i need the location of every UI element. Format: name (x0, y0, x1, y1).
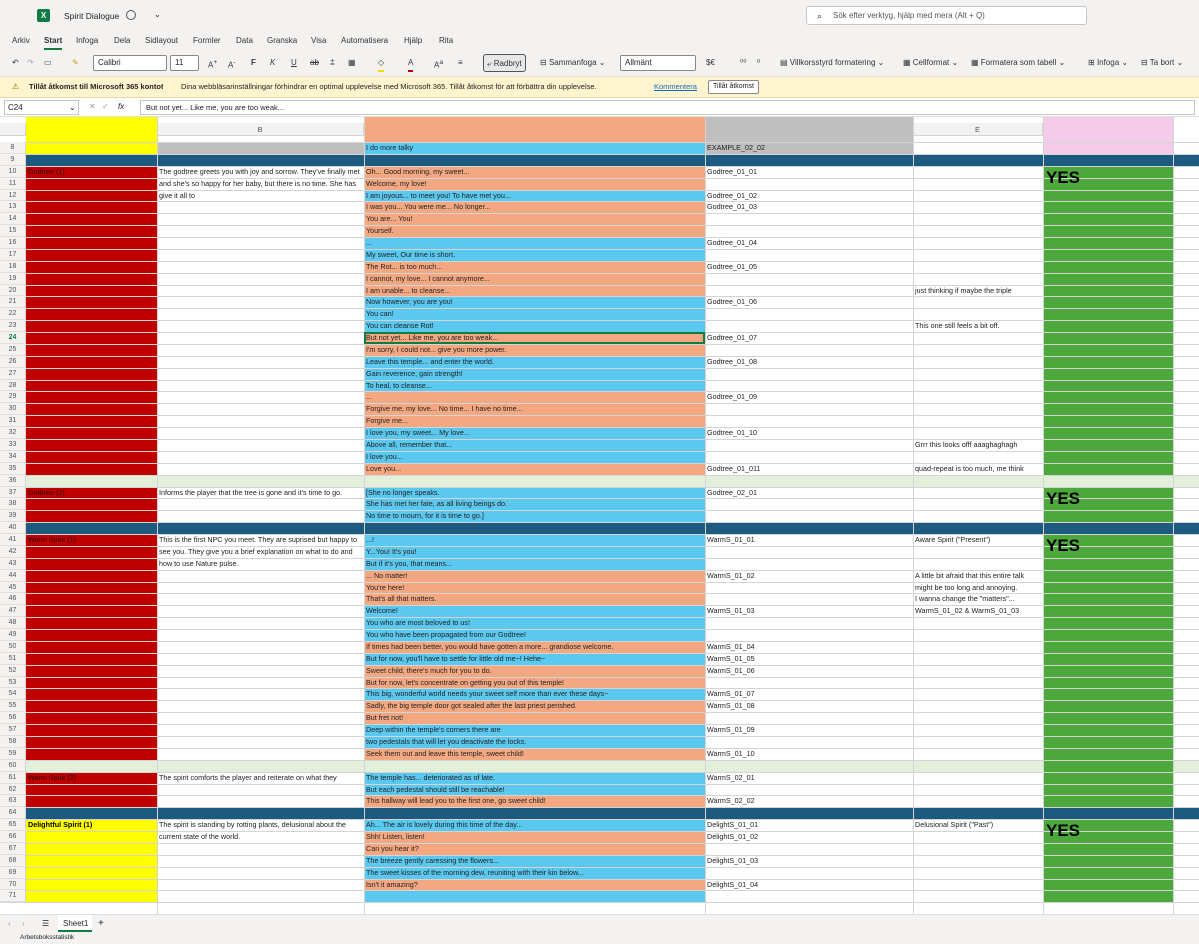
merge-button[interactable]: ⊟ Sammanfoga ⌄ (540, 58, 606, 67)
confirm-icon[interactable]: ✓ (102, 102, 109, 111)
cloud-sync-icon (126, 10, 136, 20)
cell-d10[interactable]: Godtree_01_01 (707, 167, 757, 176)
cell-c43[interactable]: But if it's you, that means... (366, 559, 453, 568)
cell-d47[interactable]: WarmS_01_03 (707, 606, 755, 615)
cell-d61[interactable]: WarmS_02_01 (707, 773, 755, 782)
cell-c37[interactable]: [She no longer speaks. (366, 488, 440, 497)
cell-c32[interactable]: I love you, my sweet... My love... (366, 428, 470, 437)
cell-d57[interactable]: WarmS_01_09 (707, 725, 755, 734)
cell-c20[interactable]: I am unable... to cleanse... (366, 286, 451, 295)
conditional-format-button[interactable]: ▤ Villkorsstyrd formatering ⌄ (780, 58, 885, 67)
menu-item-formler[interactable]: Formler (193, 36, 221, 45)
separator-row-60[interactable] (26, 760, 1199, 772)
menu-item-data[interactable]: Data (236, 36, 253, 45)
cell-d8[interactable]: EXAMPLE_02_02 (707, 143, 765, 152)
cell-b8[interactable] (157, 142, 364, 154)
row-header-31[interactable]: 31 (0, 415, 26, 427)
cell-f7[interactable] (1043, 117, 1173, 142)
cell-c42[interactable]: Y...You! It's you! (366, 547, 417, 556)
cell-c26[interactable]: Leave this temple... and enter the world. (366, 357, 494, 366)
search-placeholder: Sök efter verktyg, hjälp med mera (Alt + Q) (833, 11, 985, 20)
row-header-36[interactable]: 36 (0, 475, 26, 487)
cell-c44[interactable]: ... No matter! (366, 571, 408, 580)
row-header-33[interactable]: 33 (0, 439, 26, 451)
row-header-30[interactable]: 30 (0, 403, 26, 415)
cell-c58[interactable]: two pedestals that will let you deactivate the locks. (366, 737, 527, 746)
allow-access-button[interactable]: Tillåt åtkomst (708, 80, 759, 94)
dialogue-block-c71[interactable] (364, 890, 705, 902)
delete-label: Ta bort (1149, 58, 1175, 67)
delete-button[interactable]: ⊟ Ta bort ⌄ (1141, 58, 1184, 67)
yes-label-10: YES (1046, 168, 1081, 187)
cell-c19[interactable]: I cannot, my love... I cannot anymore... (366, 274, 490, 283)
row-header-70[interactable]: 70 (0, 879, 26, 890)
insert-button[interactable]: ⊞ Infoga ⌄ (1088, 58, 1129, 67)
yes-label-41: YES (1046, 536, 1081, 555)
cell-c23[interactable]: You can cleanse Rot! (366, 321, 434, 330)
sheet-list-icon[interactable]: ☰ (42, 919, 50, 928)
menu-item-visa[interactable]: Visa (311, 36, 327, 45)
cell-c29[interactable]: ... (366, 392, 372, 401)
group-a-block-41[interactable] (26, 534, 157, 760)
column-header-E[interactable]: E (913, 123, 1043, 136)
prev-sheet-icon[interactable]: ‹ (8, 919, 11, 928)
row-header-55[interactable]: 55 (0, 700, 26, 712)
cell-c35[interactable]: Love you... (366, 464, 402, 473)
cancel-icon[interactable]: ✕ (89, 102, 96, 111)
cell-d54[interactable]: WarmS_01_07 (707, 689, 755, 698)
sheet-tab-label: Sheet1 (63, 919, 89, 928)
document-title[interactable]: Spirit Dialogue (64, 11, 120, 21)
row-header-27[interactable]: 27 (0, 368, 26, 380)
menu-item-granska[interactable]: Granska (267, 36, 298, 45)
cell-d70[interactable]: DelightS_01_04 (707, 880, 759, 889)
row-header-68[interactable]: 68 (0, 855, 26, 867)
cell-c11[interactable]: Welcome, my love! (366, 179, 427, 188)
cell-a8[interactable] (26, 142, 157, 154)
cell-c68[interactable]: The breeze gently caressing the flowers... (366, 856, 500, 865)
menu-item-automatisera[interactable]: Automatisera (341, 36, 389, 45)
currency-button[interactable]: $€ (706, 58, 715, 67)
align-icon[interactable]: ≡ (458, 58, 463, 67)
decimal-decrease-icon[interactable]: ⁰ (757, 58, 761, 67)
sheet-tabs-bar (0, 914, 1199, 932)
cell-e65[interactable]: Delusional Spirit ("Past") (915, 820, 994, 829)
row-header-26[interactable]: 26 (0, 356, 26, 368)
cell-c46[interactable]: That's all that matters. (366, 594, 437, 603)
row-gridline (0, 154, 1199, 155)
column-gridline (1173, 117, 1174, 914)
cell-d18[interactable]: Godtree_01_05 (707, 262, 757, 271)
row-header-67[interactable]: 67 (0, 843, 26, 855)
cell-d12[interactable]: Godtree_01_02 (707, 191, 757, 200)
row-header-60[interactable]: 60 (0, 760, 26, 772)
cell-c21[interactable]: Now however, you are you! (366, 297, 453, 306)
name-box-value: C24 (8, 103, 23, 112)
status-bar (0, 932, 1199, 944)
cell-c39[interactable]: No time to mourn, for it is time to go.] (366, 511, 484, 520)
row-header-69[interactable]: 69 (0, 867, 26, 879)
cell-e20[interactable]: just thinking if maybe the triple (915, 286, 1012, 295)
wrap-text-button[interactable]: ⤶ Radbryt (483, 54, 526, 72)
cell-c61[interactable]: The temple has... deteriorated as of late. (366, 773, 496, 782)
row-header-15[interactable]: 15 (0, 225, 26, 237)
cell-c18[interactable]: The Rot... is too much... (366, 262, 443, 271)
number-format-select[interactable] (620, 55, 696, 71)
row-header-52[interactable]: 52 (0, 665, 26, 677)
cell-c65[interactable]: Ah... The air is lovely during this time of the day... (366, 820, 523, 829)
row-header-25[interactable]: 25 (0, 344, 26, 356)
cell-c52[interactable]: Sweet child, there's much for you to do. (366, 666, 492, 675)
row-header-24[interactable]: 24 (0, 332, 26, 344)
cell-a7[interactable] (26, 117, 157, 142)
strikethrough-icon[interactable]: ab (310, 58, 319, 67)
row-header-39[interactable]: 39 (0, 510, 26, 522)
format-painter-icon[interactable]: ✎ (72, 58, 79, 67)
cell-c45[interactable]: You're here! (366, 583, 405, 592)
sheet-tab-sheet1[interactable] (58, 915, 92, 932)
menu-item-arkiv[interactable]: Arkiv (12, 36, 30, 45)
menu-item-infoga[interactable]: Infoga (76, 36, 99, 45)
cell-c22[interactable]: You can! (366, 309, 394, 318)
double-underline-icon[interactable]: ⩲ (330, 58, 335, 67)
cell-c54[interactable]: This big, wonderful world needs your sweet self more than ever these days~ (366, 689, 609, 698)
cell-c56[interactable]: But fret not! (366, 713, 404, 722)
row-header-8[interactable]: 8 (0, 142, 26, 154)
row-header-56[interactable]: 56 (0, 712, 26, 724)
cell-d37[interactable]: Godtree_02_01 (707, 488, 757, 497)
font-value: Calibri (98, 58, 121, 67)
column-gridline (913, 117, 914, 914)
cell-a10[interactable]: Godtree (1) (28, 167, 65, 176)
formula-bar (0, 98, 1199, 117)
row-header-22[interactable]: 22 (0, 308, 26, 320)
next-sheet-icon[interactable]: › (22, 919, 25, 928)
cell-d55[interactable]: WarmS_01_08 (707, 701, 755, 710)
cell-d21[interactable]: Godtree_01_06 (707, 297, 757, 306)
ribbon-toolbar (0, 50, 1199, 77)
menu-item-rita[interactable]: Rita (439, 36, 454, 45)
excel-icon[interactable]: X (37, 9, 50, 22)
cell-e44[interactable]: A little bit afraid that this entire talk (915, 571, 1025, 580)
font-size-select[interactable] (170, 55, 199, 71)
cell-c49[interactable]: You who have been propagated from our Godtree! (366, 630, 526, 639)
wrap-text-label: Radbryt (493, 59, 522, 68)
row-header-71[interactable]: 71 (0, 890, 26, 902)
cell-d13[interactable]: Godtree_01_03 (707, 202, 757, 211)
row-header-14[interactable]: 14 (0, 213, 26, 225)
row-header-49[interactable]: 49 (0, 629, 26, 641)
fill-color-icon[interactable]: ◇ (378, 54, 384, 72)
cell-b41[interactable]: This is the first NPC you meet. They are suprised but happy to see you. They give you a brief explanation on what to do and how to use Nature pulse. (159, 535, 358, 568)
row-header-44[interactable]: 44 (0, 570, 26, 582)
cell-e35[interactable]: quad-repeat is too much, me think (915, 464, 1024, 473)
search-icon: ⌕ (817, 11, 823, 21)
row-header-53[interactable]: 53 (0, 677, 26, 688)
table-format-label: Formatera som tabell (980, 58, 1057, 67)
decimal-icon[interactable]: ⁰⁰ (740, 58, 747, 67)
cell-b10[interactable]: The godtree greets you with joy and sorrow. They've finally met and she's so happy for her baby, but there is no time. She has give it all to (159, 167, 360, 200)
row-header-18[interactable]: 18 (0, 261, 26, 273)
row-gridline (0, 890, 1199, 891)
menu-item-sidlayout[interactable]: Sidlayout (145, 36, 178, 45)
row-header-29[interactable]: 29 (0, 391, 26, 403)
title-bar (0, 0, 1199, 32)
row-header-64[interactable]: 64 (0, 807, 26, 819)
cell-d44[interactable]: WarmS_01_02 (707, 571, 755, 580)
row-header-66[interactable]: 66 (0, 831, 26, 843)
cell-d51[interactable]: WarmS_01_05 (707, 654, 755, 663)
cell-c41[interactable]: ...! (366, 535, 374, 544)
conditional-format-label: Villkorsstyrd formatering (789, 58, 876, 67)
row-header-59[interactable]: 59 (0, 748, 26, 760)
borders-icon[interactable]: ▦ (348, 58, 356, 67)
formula-value: But not yet... Like me, you are too weak... (146, 103, 284, 112)
cell-e47[interactable]: WarmS_01_02 & WarmS_01_03 (915, 606, 1020, 615)
undo-icon[interactable]: ↶ (12, 58, 19, 67)
cell-e41[interactable]: Aware Spirit ("Present") (915, 535, 991, 544)
cell-b61[interactable]: The spirit comforts the player and reiterate on what they (159, 773, 337, 782)
paste-icon[interactable]: ▭ (44, 58, 52, 67)
row-header-47[interactable]: 47 (0, 605, 26, 617)
row-header-35[interactable]: 35 (0, 463, 26, 475)
yes-label-65: YES (1046, 821, 1081, 840)
cell-b65[interactable]: The spirit is standing by rotting plants, delusional about the current state of the world. (159, 820, 346, 841)
number-format-value: Allmänt (625, 58, 652, 67)
cell-d7[interactable] (705, 117, 913, 142)
separator-row-36[interactable] (26, 475, 1199, 487)
column-header-B[interactable]: B (157, 123, 364, 136)
cell-a41[interactable]: Warm Spirit (1) (28, 535, 77, 544)
row-header-40[interactable]: 40 (0, 522, 26, 534)
cell-e45[interactable]: might be too long and annoying. (915, 583, 1018, 592)
redo-icon[interactable]: ↷ (27, 58, 34, 67)
cell-c70[interactable]: Isn't it amazing? (366, 880, 418, 889)
cell-c8[interactable]: I do more talky (366, 143, 414, 152)
cell-c7[interactable] (364, 117, 705, 142)
cell-format-label: Cellformat (912, 58, 950, 67)
row-header-10[interactable]: 10 (0, 166, 26, 178)
spreadsheet-grid[interactable] (0, 117, 1199, 914)
separator-row-9[interactable] (26, 154, 1199, 166)
cell-b37[interactable]: Informs the player that the tree is gone and it's time to go. (159, 488, 343, 497)
cell-c17[interactable]: My sweet, Our time is short. (366, 250, 456, 259)
cell-c51[interactable]: But for now, you'll have to settle for little old me~! Hehe~ (366, 654, 546, 663)
row-gridline (0, 475, 1199, 476)
cell-e33[interactable]: Grrr this looks offf aaaghaghagh (915, 440, 1018, 449)
row-header-46[interactable]: 46 (0, 593, 26, 605)
row-header-32[interactable]: 32 (0, 427, 26, 439)
warning-icon: ⚠ (12, 82, 20, 91)
formula-input[interactable] (140, 100, 1195, 115)
cell-c50[interactable]: If times had been better, you would have gotten a more... grandiose welcome. (366, 642, 614, 651)
cell-a61[interactable]: Warm Spirit (2) (28, 773, 77, 782)
chevron-down-icon: ⌄ (69, 103, 76, 112)
yes-label-37: YES (1046, 489, 1081, 508)
cell-e46[interactable]: I wanna change the "matters"... (915, 594, 1015, 603)
column-gridline (1043, 117, 1044, 914)
cell-d63[interactable]: WarmS_02_02 (707, 796, 755, 805)
row-header-38[interactable]: 38 (0, 498, 26, 510)
info-bar (0, 77, 1199, 98)
cell-c55[interactable]: Sadly, the big temple door got sealed after the last priest perished. (366, 701, 577, 710)
cell-c24[interactable]: But not yet... Like me, you are too weak... (366, 333, 499, 342)
cell-c30[interactable]: Forgive me, my love... No time... I have no time... (366, 404, 523, 413)
row-header-11[interactable]: 11 (0, 178, 26, 190)
add-sheet-icon[interactable]: + (98, 918, 104, 929)
row-header-58[interactable]: 58 (0, 736, 26, 748)
row-header-28[interactable]: 28 (0, 380, 26, 391)
cell-c59[interactable]: Seek them out and leave this temple, sweet child! (366, 749, 524, 758)
cell-d32[interactable]: Godtree_01_10 (707, 428, 757, 437)
text-effects-icon[interactable]: $A^a$ (434, 59, 444, 70)
cell-c16[interactable]: ... (366, 238, 372, 247)
row-header-23[interactable]: 23 (0, 320, 26, 332)
menu-item-start[interactable]: Start (44, 34, 62, 50)
menu-item-hjalp[interactable]: Hjälp (404, 36, 423, 45)
row-header-20[interactable]: 20 (0, 285, 26, 296)
cell-d65[interactable]: DelightS_01_01 (707, 820, 759, 829)
row-gridline (0, 902, 1199, 903)
cell-c67[interactable]: Can you hear it? (366, 844, 419, 853)
italic-button[interactable]: K (270, 58, 276, 67)
info-text: Dina webbläsarinställningar förhindrar en optimal upplevelse med Microsoft 365. Tillåt åtkomst för att förbättra din upplevelse. (181, 82, 597, 91)
separator-row-64[interactable] (26, 807, 1199, 819)
cell-c66[interactable]: Shh! Listen, listen! (366, 832, 425, 841)
menu-item-dela[interactable]: Dela (114, 36, 131, 45)
cell-d41[interactable]: WarmS_01_01 (707, 535, 755, 544)
row-header-21[interactable]: 21 (0, 296, 26, 308)
cell-d24[interactable]: Godtree_01_07 (707, 333, 757, 342)
row-header-19[interactable]: 19 (0, 273, 26, 285)
row-header-17[interactable]: 17 (0, 249, 26, 261)
table-format-button[interactable]: ▦ Formatera som tabell ⌄ (971, 58, 1066, 67)
cell-f8[interactable] (1043, 142, 1173, 154)
cell-c63[interactable]: This hallway will lead you to the first one, go sweet child! (366, 796, 546, 805)
row-header-65[interactable]: 65 (0, 819, 26, 831)
row-header-61[interactable]: 61 (0, 772, 26, 784)
row-gridline (0, 760, 1199, 761)
cell-c31[interactable]: Forgive me... (366, 416, 408, 425)
status-cell-f41[interactable] (1043, 534, 1173, 807)
cell-d16[interactable]: Godtree_01_04 (707, 238, 757, 247)
underline-button[interactable]: U (291, 58, 297, 67)
cell-c14[interactable]: You are... You! (366, 214, 413, 223)
cell-d50[interactable]: WarmS_01_04 (707, 642, 755, 651)
cell-c28[interactable]: To heal, to cleanse... (366, 381, 432, 390)
row-header-51[interactable]: 51 (0, 653, 26, 665)
font-size-value: 11 (175, 58, 184, 67)
cell-c47[interactable]: Welcome! (366, 606, 398, 615)
font-select[interactable] (93, 55, 167, 71)
fx-button[interactable]: fx (118, 102, 125, 111)
cell-d35[interactable]: Godtree_01_011 (707, 464, 761, 473)
cell-c27[interactable]: Gain reverence, gain strength! (366, 369, 463, 378)
cell-e23[interactable]: This one still feels a bit off. (915, 321, 1000, 330)
cell-c53[interactable]: But for now, let's concentrate on getting you out of this temple! (366, 678, 564, 687)
row-header-45[interactable]: 45 (0, 582, 26, 593)
cell-c33[interactable]: Above all, remember that... (366, 440, 453, 449)
cell-c15[interactable]: Yourself. (366, 226, 394, 235)
cell-d68[interactable]: DelightS_01_03 (707, 856, 759, 865)
separator-row-40[interactable] (26, 522, 1199, 534)
cell-c12[interactable]: I am joyous... to meet you! To have met you... (366, 191, 511, 200)
status-text[interactable]: Arbetsboksstatistik (20, 934, 75, 941)
decrease-font-icon[interactable]: A- (228, 59, 236, 70)
cell-d59[interactable]: WarmS_01_10 (707, 749, 755, 758)
row-header-13[interactable]: 13 (0, 201, 26, 213)
cell-c62[interactable]: But each pedestal should still be reachable! (366, 785, 505, 794)
row-header-62[interactable]: 62 (0, 784, 26, 795)
bold-button[interactable]: F (251, 58, 256, 67)
row-header-50[interactable]: 50 (0, 641, 26, 653)
merge-label: Sammanfoga (548, 58, 597, 67)
row-header-12[interactable]: 12 (0, 190, 26, 201)
info-link[interactable]: Kommentera (654, 82, 697, 91)
row-header-57[interactable]: 57 (0, 724, 26, 736)
row-header-9[interactable]: 9 (0, 154, 26, 166)
cell-c57[interactable]: Deep within the temple's corners there are (366, 725, 501, 734)
row-header-63[interactable]: 63 (0, 795, 26, 807)
cell-c10[interactable]: Oh... Good morning, my sweet... (366, 167, 470, 176)
cell-c38[interactable]: She has met her fate, as all living beings do. (366, 499, 508, 508)
cell-d52[interactable]: WarmS_01_06 (707, 666, 755, 675)
cell-c13[interactable]: I was you... You were me... No longer... (366, 202, 491, 211)
cell-c25[interactable]: I'm sorry, I could not... give you more power. (366, 345, 507, 354)
cell-a65[interactable]: Delightful Spirit (1) (28, 820, 93, 829)
font-color-icon[interactable]: A (408, 54, 413, 72)
search-box[interactable] (806, 6, 1087, 25)
cell-d29[interactable]: Godtree_01_09 (707, 392, 757, 401)
row-header-37[interactable]: 37 (0, 487, 26, 498)
name-box[interactable] (4, 100, 79, 115)
info-bold-text: Tillåt åtkomst till Microsoft 365 kontot (29, 82, 164, 91)
row-header-16[interactable]: 16 (0, 237, 26, 249)
row-header-41[interactable]: 41 (0, 534, 26, 546)
cell-a37[interactable]: Godtree (2) (28, 488, 65, 497)
cell-d26[interactable]: Godtree_01_08 (707, 357, 757, 366)
cell-c34[interactable]: I love you... (366, 452, 403, 461)
menu-bar (0, 32, 1199, 50)
row-header-42[interactable]: 42 (0, 546, 26, 558)
selected-cell-c24[interactable] (364, 332, 705, 344)
row-header-43[interactable]: 43 (0, 558, 26, 570)
cell-d66[interactable]: DelightS_01_02 (707, 832, 759, 841)
cell-c69[interactable]: The sweet kisses of the morning dew, reuniting with their kin below... (366, 868, 584, 877)
chevron-down-icon[interactable]: ⌄ (154, 10, 161, 19)
row-header-34[interactable]: 34 (0, 451, 26, 463)
increase-font-icon[interactable]: A+ (208, 59, 218, 70)
row-header-48[interactable]: 48 (0, 617, 26, 629)
insert-label: Infoga (1096, 58, 1120, 67)
cell-format-button[interactable]: ▦ Cellformat ⌄ (903, 58, 959, 67)
cell-c48[interactable]: You who are most beloved to us! (366, 618, 471, 627)
row-header-54[interactable]: 54 (0, 688, 26, 700)
